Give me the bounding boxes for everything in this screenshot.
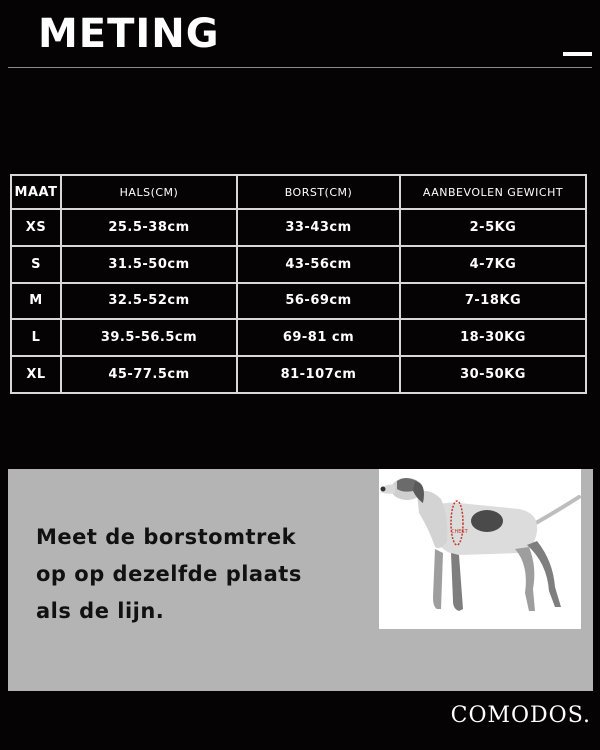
dog-illustration xyxy=(379,469,581,629)
instruction-line: als de lijn. xyxy=(36,599,165,623)
header-maat: MAAT xyxy=(11,175,61,209)
cell-hals: 32.5-52cm xyxy=(61,283,237,320)
instruction-line: Meet de borstomtrek xyxy=(36,525,297,549)
cell-size: XS xyxy=(11,209,61,246)
page-title: METING xyxy=(38,11,220,57)
size-table xyxy=(10,174,587,394)
cell-hals: 45-77.5cm xyxy=(61,356,237,393)
header-divider xyxy=(8,67,592,68)
table-row xyxy=(11,356,586,393)
cell-gewicht: 30-50KG xyxy=(400,356,586,393)
cell-gewicht: 2-5KG xyxy=(400,209,586,246)
brand-logo: COMODOS. xyxy=(450,703,591,728)
header-hals: HALS(CM) xyxy=(61,175,237,209)
cell-borst: 33-43cm xyxy=(237,209,400,246)
cell-borst: 69-81 cm xyxy=(237,319,400,356)
cell-borst: 43-56cm xyxy=(237,246,400,283)
measurement-info-panel xyxy=(8,469,593,691)
table-row xyxy=(11,319,586,356)
cell-size: M xyxy=(11,283,61,320)
cell-hals: 31.5-50cm xyxy=(61,246,237,283)
cell-borst: 56-69cm xyxy=(237,283,400,320)
table-row xyxy=(11,283,586,320)
cell-gewicht: 7-18KG xyxy=(400,283,586,320)
table-header-row xyxy=(11,175,586,209)
cell-hals: 39.5-56.5cm xyxy=(61,319,237,356)
dog-diagram xyxy=(379,469,581,629)
cell-gewicht: 18-30KG xyxy=(400,319,586,356)
cell-size: XL xyxy=(11,356,61,393)
cell-borst: 81-107cm xyxy=(237,356,400,393)
instruction-line: op op dezelfde plaats xyxy=(36,562,302,586)
measurement-instruction xyxy=(36,519,366,630)
cell-size: S xyxy=(11,246,61,283)
table-row xyxy=(11,209,586,246)
header-gewicht: AANBEVOLEN GEWICHT xyxy=(400,175,586,209)
chest-label: CHEST xyxy=(451,529,468,535)
cell-hals: 25.5-38cm xyxy=(61,209,237,246)
table-row xyxy=(11,246,586,283)
minimize-icon[interactable] xyxy=(563,52,592,56)
cell-gewicht: 4-7KG xyxy=(400,246,586,283)
header-borst: BORST(CM) xyxy=(237,175,400,209)
cell-size: L xyxy=(11,319,61,356)
